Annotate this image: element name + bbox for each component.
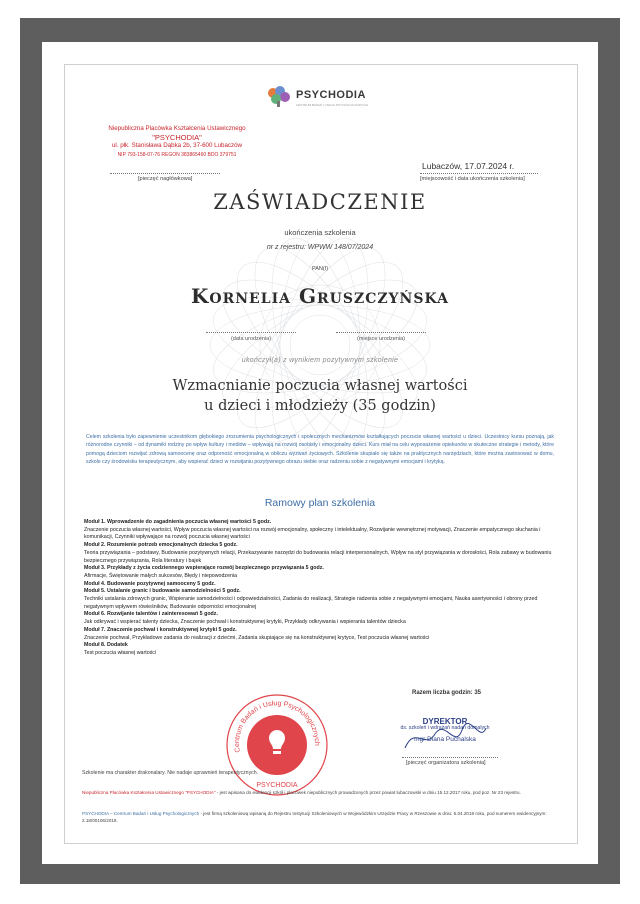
completed-text: ukończył(a) z wynikiem pozytywnym szkolenie <box>241 357 399 364</box>
footer-company-name: PSYCHODIA – Centrum Badań i Usług Psychologicznych <box>82 811 200 816</box>
place-date-label: [miejscowość i data ukończenia szkolenia] <box>420 176 525 182</box>
course-description: Celem szkolenia było zapewnienie uczestnikom głębokiego zrozumienia psychologicznych i społecznych mechanizmów kształtujących poczucie własnej wartości u dzieci. Uczestnicy kursu poznają, jak różnorodne czynniki – od dynamiki rodziny po wpływ kultury i mediów – wpływają na rozwój osobisty i emocjonalny dzieci. Kurs miał na celu wyposażenie opiekunów w skuteczne strategie i metody, które pomogą dzieciom rozwijać zdrową samoocenę oraz odporność emocjonalną w obliczu wyzwań życiowych. Szkolenie skupiało się także na praktycznych narzędziach, które można zastosować w domu, szkole czy środowisku terapeutycznym, aby wspierać dzieci w rozwijaniu pozytywnego obrazu siebie oraz radzeniu sobie z negatywnymi emocjami i krytyką. <box>86 434 554 466</box>
document-subtitle: ukończenia szkolenia <box>284 228 356 237</box>
module-heading: Moduł 5. Ustalanie granic i budowanie samodzielności 5 godz. <box>84 588 241 595</box>
course-title-line2: u dzieci i młodzieży (35 godzin) <box>204 398 436 414</box>
module-heading: Moduł 8. Dodatek <box>84 642 128 649</box>
module-heading: Moduł 6. Rozwijanie talentów i zainteresowań 5 godz. <box>84 611 218 618</box>
registry-number: nr z rejestru: WPWW 148/07/2024 <box>266 244 374 251</box>
footer-note: Szkolenie ma charakter drakonalary. Nie nadaje uprawnień terapeutycznych. <box>82 770 259 776</box>
hours-total: Razem liczba godzin: 35 <box>412 690 482 696</box>
organization-seal <box>222 690 332 800</box>
footer-registry-1-text: - jest wpisana do ewidencji szkół i placówek niepublicznych prowadzonych przez powiat lubaczowski w dniu 15.12.2017 roku, pod poz. Nr 23 rejestru. <box>215 790 521 795</box>
course-title <box>0 376 640 416</box>
module-heading: Moduł 4. Budowanie pozytywnej samooceny 5 godz. <box>84 580 216 587</box>
institution-line1: Niepubliczna Placówka Kształcenia Ustawicznego <box>108 125 246 132</box>
institution-address: ul. płk. Stanisława Dąbka 2b, 37-600 Lubaczów <box>111 142 243 150</box>
birth-date-label: (data urodzenia) <box>230 336 272 342</box>
stamp-label: [pieczęć nagłówkowa] <box>138 176 193 182</box>
signature-dotted-line <box>402 757 498 758</box>
birth-date-line <box>206 332 296 333</box>
module-item <box>84 627 558 642</box>
birth-place-line <box>336 332 426 333</box>
signature-label: [pieczęć organizatora szkolenia] <box>406 760 486 766</box>
psychodia-logo-icon <box>265 84 293 108</box>
person-name: Kornelia Gruszczyńska <box>191 284 449 308</box>
date-dotted-line <box>420 173 538 174</box>
module-item <box>84 588 558 611</box>
module-item <box>84 565 558 580</box>
module-heading: Moduł 1. Wprowadzenie do zagadnienia poczucia własnej wartości 5 godz. <box>84 519 272 525</box>
module-heading: Moduł 3. Przykłady z życia codziennego wspierające rozwój bezpiecznego przywiązania 5 godz. <box>84 565 324 572</box>
signature-name: mgr Diana Puchalska <box>414 736 476 743</box>
plan-title: Ramowy plan szkolenia <box>264 497 376 509</box>
module-item <box>84 542 558 565</box>
module-body: Afirmacje, Świętowanie małych sukcesów, Błędy i niepowodzenia <box>84 572 238 579</box>
module-body: Znaczenie poczucia własnej wartości, Wpływ poczucia własnej wartości na rozwój emocjonalny, społeczny i intelektualny, Rozwijanie wewnętrznej motywacji, Znaczenie empatycznego słuchania i komunikacji, Czynniki wpływające na rozwój poczucia własnej wartości <box>84 526 541 541</box>
module-body: Jak odkrywać i wspierać talenty dziecka, Znaczenie pochwał i konstruktywnej krytyki, Przykłady odkrywania i wspierania talentów dziecka <box>84 619 406 626</box>
footer-registry-2 <box>82 810 556 824</box>
module-body: Test poczucia własnej wartości <box>84 649 157 656</box>
brand-name: PSYCHODIA <box>296 89 366 101</box>
footer-registry-2-text: - jest firmą szkoleniową wpisaną do Rejestru Instytucji Szkoleniowych w Wojewódzkim Urzędzie Pracy w Rzeszowie w dniu: 5.04.2018 roku, pod numerem ewidencyjnym: 2.18/00106/2018. <box>82 811 547 823</box>
module-item <box>84 642 558 657</box>
seal-bottom-text: PSYCHODIA <box>256 782 298 789</box>
course-title-line1: Wzmacnianie poczucia własnej wartości <box>172 378 468 394</box>
place-date-value: Lubaczów, 17.07.2024 r. <box>422 161 515 171</box>
handwritten-signature <box>400 720 490 756</box>
module-body: Teoria przywiązania – podstawy, Budowanie pozytywnych relacji, Przekazywanie narzędzi do budowania relacji interpersonalnych, Wpływ na styl przywiązania w dorosłości, Rola zabawy w budowaniu bezpiecznego przywiązania, Rola literatury i bajek <box>84 549 552 564</box>
brand-subtitle: CENTRUM BADAŃ I USŁUG PSYCHOLOGICZNYCH <box>296 103 369 107</box>
signature-role: ds. szkoleń i wdrażań nadań domalych <box>400 725 490 731</box>
guilloche-rosette <box>200 225 440 465</box>
pan-label: PAN(I) <box>311 266 329 272</box>
module-heading: Moduł 2. Rozumienie potrzeb emocjonalnych dziecka 5 godz. <box>84 542 238 549</box>
module-item <box>84 581 558 589</box>
module-item <box>84 611 558 626</box>
stamp-dotted-line <box>110 173 220 174</box>
module-body: Techniki ustalania zdrowych granic, Wspieranie samodzielności i odpowiedzialności, Zadania do realizacji, Strategie radzenia sobie z negatywnymi emocjami, Nauka asertywności i obrony przed negatywnym wpływem rówieśników, Budowanie odporności emocjonalnej <box>84 596 538 610</box>
footer-registry-1 <box>82 789 556 796</box>
institution-ids: NIP 793-158-07-76 REGON 383865460 BDO 379751 <box>117 151 237 158</box>
module-item <box>84 519 558 542</box>
signature-title: DYREKTOR <box>422 717 468 726</box>
footer-institution-name: Niepubliczna Placówka Kształcenia Ustawicznego "PSYCHODIA" <box>82 790 216 795</box>
birth-place-label: (miejsce urodzenia) <box>357 336 405 342</box>
institution-stamp <box>92 125 262 159</box>
module-body: Znaczenie pochwał, Przykładowe zadania do realizacji z dziećmi, Zadania skupiające się na konstruktywnej krytyce, Test poczucia własnej wartości <box>84 634 430 641</box>
module-list <box>84 519 558 658</box>
institution-name: "PSYCHODIA" <box>152 132 202 142</box>
module-heading: Moduł 7. Znaczenie pochwał i konstruktywnej krytyki 5 godz. <box>84 626 237 633</box>
seal-ring-text: Centrum Badań i Usług Psychologicznych <box>233 700 321 753</box>
document-title: ZAŚWIADCZENIE <box>213 190 427 214</box>
